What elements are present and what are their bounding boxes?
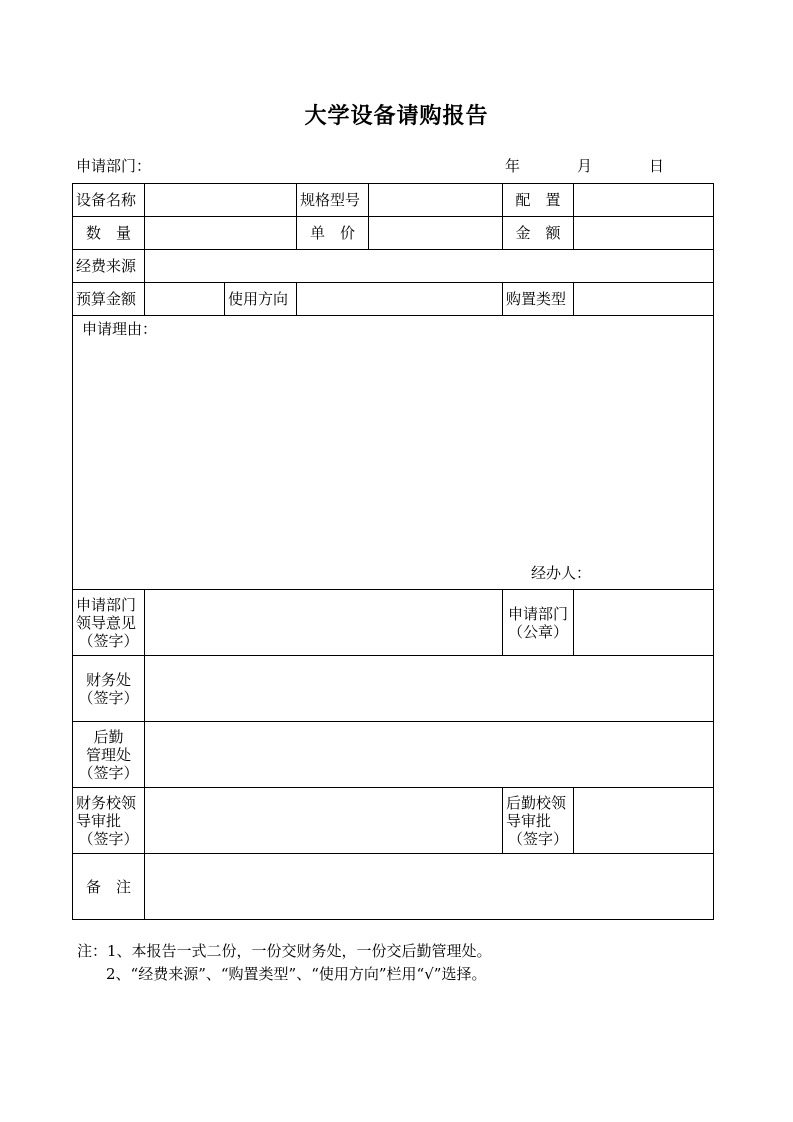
budget-amount-field[interactable] <box>145 283 225 316</box>
page-title: 大学设备请购报告 <box>304 103 489 129</box>
config-field[interactable] <box>574 184 714 217</box>
logistics-office-label: 后勤 管理处 （签字） <box>73 722 145 788</box>
amount-field[interactable] <box>574 217 714 250</box>
dept-seal-label: 申请部门 （公章） <box>503 590 574 656</box>
year-label: 年 <box>505 157 521 175</box>
reason-label: 申请理由： <box>82 320 158 338</box>
spec-model-label: 规格型号 <box>297 184 369 217</box>
note-line-2: 2、“经费来源”、“购置类型”、“使用方向”栏用“√”选择。 <box>106 965 487 983</box>
finance-office-label: 财务处 （签字） <box>73 656 145 722</box>
handler-label: 经办人： <box>531 564 592 582</box>
quantity-field[interactable] <box>145 217 297 250</box>
logistics-office-field[interactable] <box>145 722 714 788</box>
spec-model-field[interactable] <box>369 184 503 217</box>
equipment-name-label: 设备名称 <box>73 184 145 217</box>
reason-field[interactable] <box>73 316 714 590</box>
finance-leader-field[interactable] <box>145 788 503 854</box>
dept-label: 申请部门： <box>76 157 152 175</box>
request-form-table <box>72 183 714 920</box>
logistics-leader-label: 后勤校领 导审批 （签字） <box>503 788 574 854</box>
finance-office-field[interactable] <box>145 656 714 722</box>
month-label: 月 <box>577 157 593 175</box>
finance-leader-label: 财务校领 导审批 （签字） <box>73 788 145 854</box>
unit-price-label: 单 价 <box>297 217 369 250</box>
purchase-type-label: 购置类型 <box>503 283 574 316</box>
note-line-1: 注：1、本报告一式二份，一份交财务处，一份交后勤管理处。 <box>77 942 492 960</box>
dept-leader-opinion-label: 申请部门 领导意见 （签字） <box>73 590 145 656</box>
quantity-label: 数 量 <box>73 217 145 250</box>
usage-direction-label: 使用方向 <box>225 283 297 316</box>
unit-price-field[interactable] <box>369 217 503 250</box>
day-label: 日 <box>649 157 665 175</box>
budget-amount-label: 预算金额 <box>73 283 145 316</box>
fund-source-field[interactable] <box>145 250 714 283</box>
equipment-name-field[interactable] <box>145 184 297 217</box>
remarks-label: 备 注 <box>73 854 145 920</box>
usage-direction-field[interactable] <box>297 283 503 316</box>
logistics-leader-field[interactable] <box>574 788 714 854</box>
dept-leader-opinion-field[interactable] <box>145 590 503 656</box>
config-label: 配 置 <box>503 184 574 217</box>
dept-seal-field[interactable] <box>574 590 714 656</box>
purchase-type-field[interactable] <box>574 283 714 316</box>
remarks-field[interactable] <box>145 854 714 920</box>
notes <box>77 940 492 986</box>
fund-source-label: 经费来源 <box>73 250 145 283</box>
amount-label: 金 额 <box>503 217 574 250</box>
